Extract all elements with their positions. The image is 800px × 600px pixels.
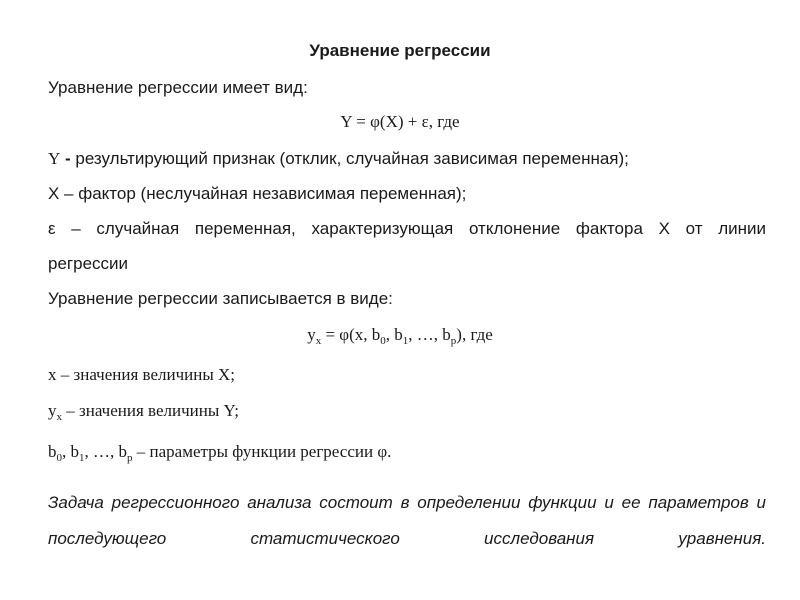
definition-params	[48, 441, 766, 463]
params-bp-sub: p	[127, 452, 133, 464]
definition-x: X – фактор (неслучайная независимая переменная);	[48, 184, 467, 203]
symbol-y: Y	[48, 149, 61, 168]
params-b: b	[48, 442, 57, 461]
params-dots: , …, b	[84, 442, 127, 461]
yx-text: – значения величины Y;	[62, 401, 239, 420]
formula-eq: = φ(x, b	[321, 325, 381, 344]
written-as-text: Уравнение регрессии записывается в виде:	[48, 289, 393, 308]
formula-b1-sub: 1	[402, 335, 409, 347]
formula-bp-sub: p	[450, 335, 457, 347]
formula-y-sub: x	[315, 335, 322, 347]
params-text: – параметры функции регрессии φ.	[132, 442, 392, 461]
params-sep1: , b	[62, 442, 79, 461]
params-b1-sub: 1	[79, 452, 85, 464]
formula-regression	[0, 324, 800, 346]
definition-epsilon-line1: ε – случайная переменная, характеризующая отклонение фактора X от линии	[48, 219, 766, 238]
yx-symbol: y	[48, 401, 57, 420]
formula-main: Y = φ(X) + ε, где	[340, 112, 460, 131]
yx-sub: x	[56, 411, 62, 423]
formula-y: y	[307, 325, 316, 344]
definition-y-text: результирующий признак (отклик, случайная зависимая переменная);	[75, 149, 629, 168]
formula-sep1: , b	[385, 325, 403, 344]
formula-dots: , …, b	[408, 325, 451, 344]
definition-x-value: x – значения величины X;	[48, 365, 236, 384]
definition-epsilon-line2: регрессии	[48, 254, 129, 273]
definition-yx	[48, 400, 766, 422]
intro-text: Уравнение регрессии имеет вид:	[48, 78, 308, 97]
definition-y	[48, 148, 766, 170]
formula-b0-sub: 0	[380, 335, 386, 347]
page-title: Уравнение регрессии	[309, 41, 491, 60]
task-statement: Задача регрессионного анализа состоит в определении функции и ее параметров и последующего статистического исследования уравнения.	[48, 493, 766, 548]
dash: -	[60, 149, 76, 168]
params-b0-sub: 0	[56, 452, 62, 464]
formula-tail: ), где	[456, 325, 493, 344]
